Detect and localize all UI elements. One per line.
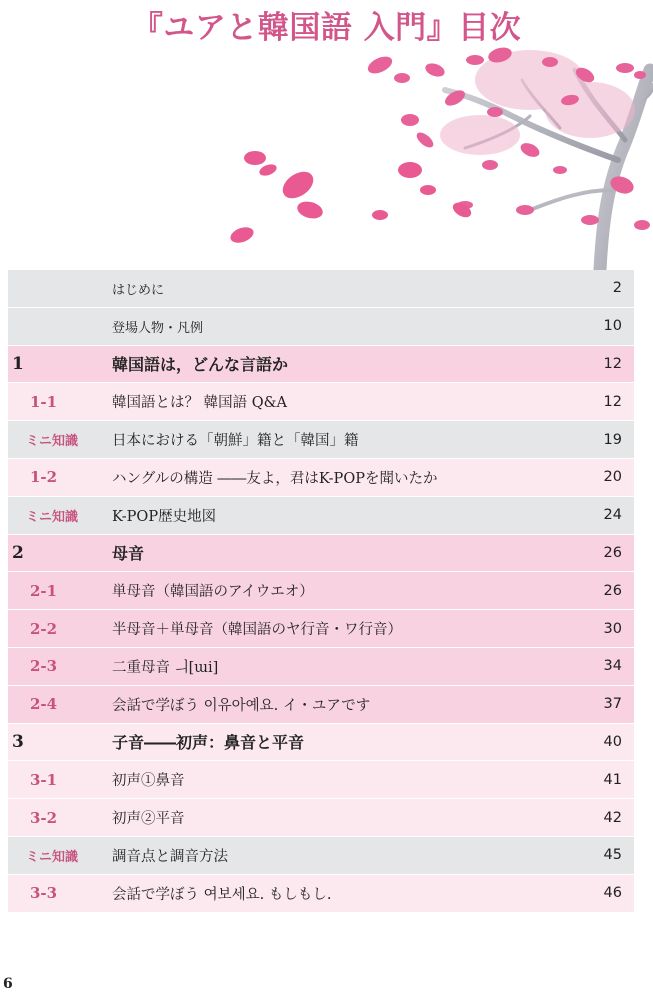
- toc-page: 37: [603, 696, 622, 713]
- toc-page: 26: [603, 544, 622, 561]
- toc-row[interactable]: [8, 610, 634, 648]
- toc-row[interactable]: [8, 459, 634, 497]
- toc-number: 1-2: [30, 468, 58, 487]
- toc-row[interactable]: [8, 383, 634, 421]
- toc-label: 登場人物・凡例: [112, 320, 204, 336]
- toc-number: [8, 270, 112, 307]
- toc-number: 2-4: [30, 695, 58, 714]
- toc-page: 34: [603, 658, 622, 675]
- toc-page: 2: [612, 280, 622, 297]
- toc-page: 40: [603, 733, 622, 750]
- toc-number: 2-1: [30, 581, 58, 600]
- toc-page: 10: [603, 318, 622, 335]
- toc-number: 2-3: [30, 657, 58, 676]
- toc-page: 12: [603, 393, 622, 410]
- toc-label: 母音: [112, 544, 145, 564]
- toc-number: [8, 308, 112, 345]
- cherry-blossom-illustration: [230, 40, 653, 270]
- page-title: 『ユアと韓国語 入門』目次: [131, 10, 522, 46]
- toc-row[interactable]: [8, 724, 634, 762]
- toc-number: 1-1: [30, 392, 58, 411]
- toc-row[interactable]: [8, 497, 634, 535]
- toc-row[interactable]: [8, 648, 634, 686]
- toc-label: はじめに: [112, 282, 165, 298]
- toc-row[interactable]: [8, 308, 634, 346]
- toc-row[interactable]: [8, 535, 634, 573]
- toc-label: 調音点と調音方法: [112, 848, 228, 865]
- toc-row[interactable]: [8, 761, 634, 799]
- toc-row[interactable]: [8, 875, 634, 913]
- toc-label: 初声①鼻音: [112, 773, 185, 790]
- toc-page: 30: [603, 620, 622, 637]
- toc-label: 日本における「朝鮮」籍と「韓国」籍: [112, 433, 359, 450]
- toc-number: 2-2: [30, 619, 58, 638]
- table-of-contents: [8, 270, 634, 913]
- toc-label: 半母音＋単母音（韓国語のヤ行音・ワ行音）: [112, 622, 402, 639]
- toc-page: 45: [603, 847, 622, 864]
- toc-row[interactable]: [8, 421, 634, 459]
- toc-page: 19: [603, 431, 622, 448]
- toc-number: 1: [12, 353, 24, 374]
- toc-label: 会話で学ぼう 이유아예요. イ・ユアです: [112, 697, 371, 714]
- toc-number: 2: [12, 542, 24, 563]
- toc-number: 3: [12, 731, 24, 752]
- toc-row[interactable]: [8, 799, 634, 837]
- toc-page: 12: [603, 355, 622, 372]
- toc-page: 26: [603, 582, 622, 599]
- toc-row[interactable]: [8, 346, 634, 384]
- page-number: 6: [3, 976, 13, 992]
- toc-row[interactable]: [8, 572, 634, 610]
- toc-page: 41: [603, 771, 622, 788]
- toc-number: 3-1: [30, 770, 58, 789]
- toc-label: K-POP歴史地図: [112, 508, 217, 525]
- toc-page: 24: [603, 507, 622, 524]
- toc-row[interactable]: [8, 686, 634, 724]
- toc-number: ミニ知識: [26, 434, 79, 450]
- toc-label: ハングルの構造 ――友よ，君はK-POPを聞いたか: [112, 470, 438, 487]
- toc-number: 3-3: [30, 884, 58, 903]
- toc-label: 二重母音 ㅢ[ɯi]: [112, 659, 219, 676]
- toc-label: 会話で学ぼう 여보세요. もしもし.: [112, 886, 332, 903]
- toc-row[interactable]: [8, 270, 634, 308]
- toc-number: ミニ知識: [26, 509, 79, 525]
- toc-label: 韓国語とは？ 韓国語 Q&A: [112, 395, 287, 412]
- toc-page: 20: [603, 469, 622, 486]
- toc-number: 3-2: [30, 808, 58, 827]
- toc-row[interactable]: [8, 837, 634, 875]
- toc-number: ミニ知識: [26, 849, 79, 865]
- toc-label: 単母音（韓国語のアイウエオ）: [112, 584, 314, 601]
- toc-page: 42: [603, 809, 622, 826]
- toc-label: 韓国語は，どんな言語か: [112, 355, 289, 375]
- toc-label: 初声②平音: [112, 811, 185, 828]
- toc-page: 46: [603, 885, 622, 902]
- toc-label: 子音――初声：鼻音と平音: [112, 733, 305, 753]
